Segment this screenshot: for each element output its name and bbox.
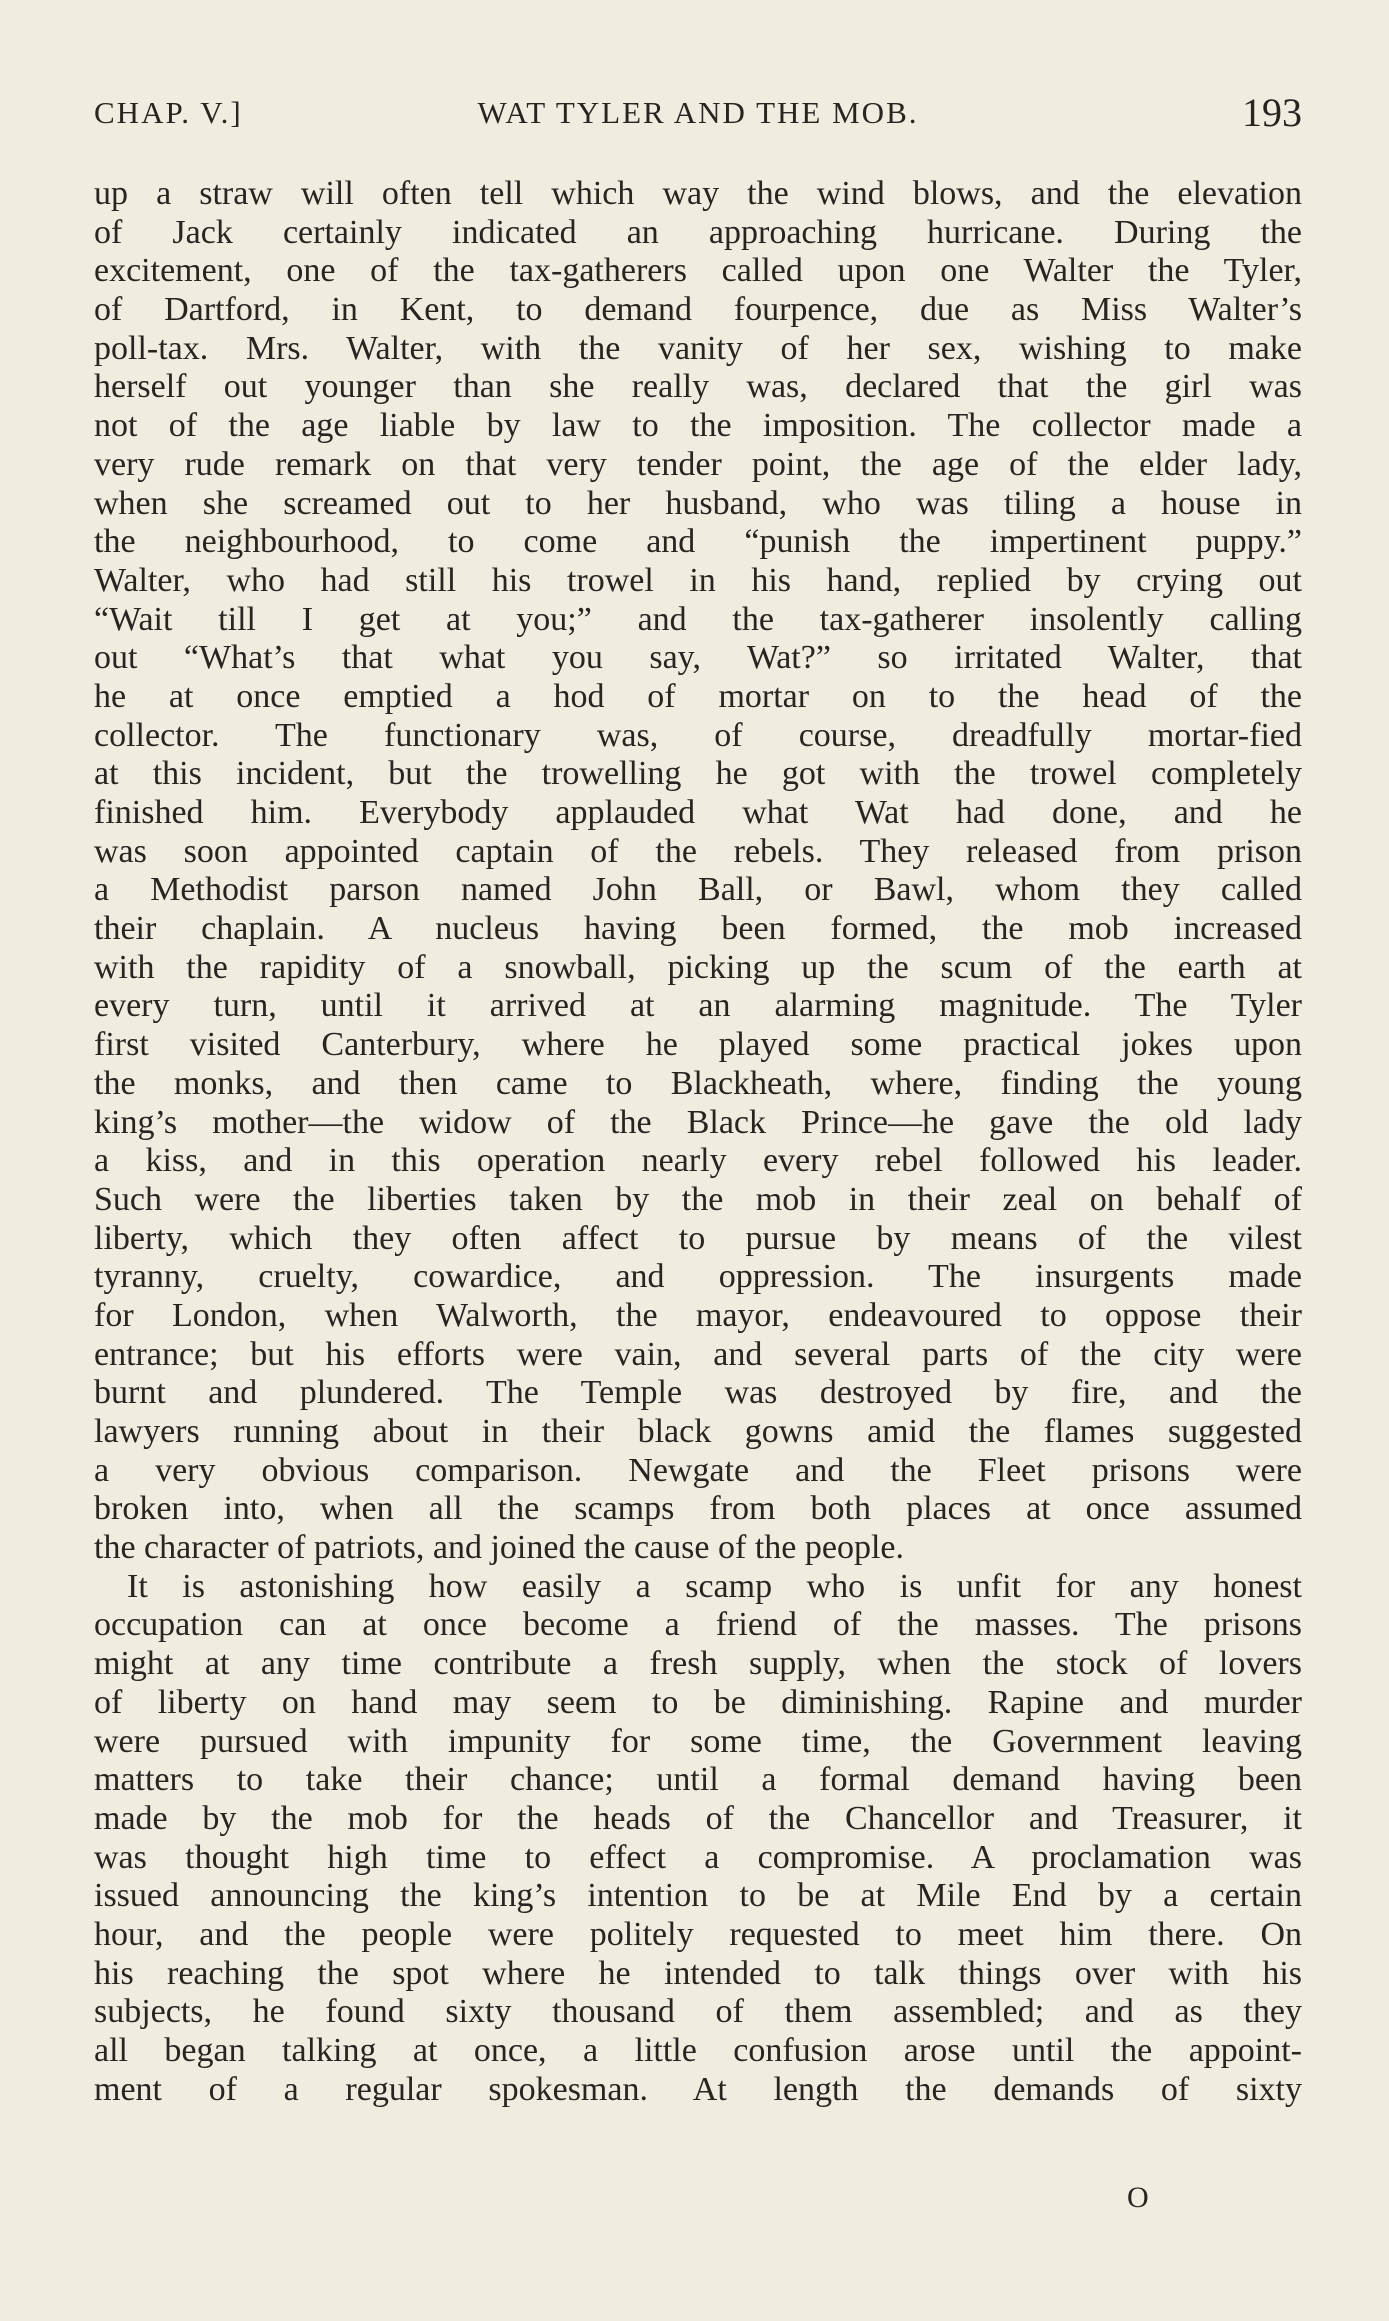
text-line: was soon appointed captain of the rebels. They released from prison: [94, 832, 1302, 870]
text-line: up a straw will often tell which way the wind blows, and the elevation: [94, 175, 1302, 212]
text-line: the character of patriots, and joined the cause of the people.: [94, 1529, 904, 1567]
text-line: first visited Canterbury, where he played some practical jokes upon: [94, 1026, 1302, 1064]
body-text: [94, 175, 1302, 2109]
text-line: collector. The functionary was, of course, dreadfully mortar-fied: [94, 716, 1302, 754]
text-line: his reaching the spot where he intended to talk things over with his: [94, 1954, 1302, 1992]
text-line: Walter, who had still his trowel in his hand, replied by crying out: [94, 561, 1302, 599]
text-line: excitement, one of the tax-gatherers called upon one Walter the Tyler,: [94, 252, 1302, 290]
text-line: he at once emptied a hod of mortar on to the head of the: [94, 677, 1302, 715]
text-line: finished him. Everybody applauded what Wat had done, and he: [94, 794, 1302, 831]
text-line: not of the age liable by law to the imposition. The collector made a: [94, 407, 1302, 445]
text-line: hour, and the people were politely requested to meet him there. On: [94, 1915, 1302, 1953]
text-line: tyranny, cruelty, cowardice, and oppression. The insurgents made: [94, 1258, 1302, 1296]
text-line: subjects, he found sixty thousand of them assembled; and as they: [94, 1993, 1302, 2031]
text-line: a kiss, and in this operation nearly every rebel followed his leader.: [94, 1142, 1302, 1180]
page-number: 193: [1242, 90, 1302, 135]
text-line: might at any time contribute a fresh supply, when the stock of lovers: [94, 1645, 1302, 1683]
text-line: matters to take their chance; until a formal demand having been: [94, 1761, 1302, 1799]
text-line: the neighbourhood, to come and “punish the impertinent puppy.”: [94, 523, 1302, 561]
text-line: all began talking at once, a little confusion arose until the appoint-: [94, 2032, 1302, 2069]
text-line: burnt and plundered. The Temple was destroyed by fire, and the: [94, 1374, 1302, 1412]
text-line: were pursued with impunity for some time, the Government leaving: [94, 1722, 1302, 1760]
text-line: made by the mob for the heads of the Chancellor and Treasurer, it: [94, 1799, 1302, 1837]
text-line: liberty, which they often affect to pursue by means of the vilest: [94, 1219, 1302, 1257]
text-line: of liberty on hand may seem to be diminishing. Rapine and murder: [94, 1683, 1302, 1721]
paragraph-2: [94, 1568, 1302, 2110]
text-line: Such were the liberties taken by the mob in their zeal on behalf of: [94, 1180, 1302, 1218]
text-line: lawyers running about in their black gowns amid the flames suggested: [94, 1413, 1302, 1450]
paragraph-1: [94, 175, 1302, 1568]
text-line: when she screamed out to her husband, who was tiling a house in: [94, 484, 1302, 522]
text-line: of Dartford, in Kent, to demand fourpence, due as Miss Walter’s: [94, 291, 1302, 329]
signature-mark: O: [1127, 2181, 1149, 2214]
text-line: every turn, until it arrived at an alarming magnitude. The Tyler: [94, 987, 1302, 1025]
text-line: ment of a regular spokesman. At length the demands of sixty: [94, 2070, 1302, 2108]
text-line: king’s mother—the widow of the Black Prince—he gave the old lady: [94, 1103, 1302, 1141]
text-line: “Wait till I get at you;” and the tax-gatherer insolently calling: [94, 600, 1302, 638]
text-line: poll-tax. Mrs. Walter, with the vanity of her sex, wishing to make: [94, 329, 1302, 367]
text-line: very rude remark on that very tender point, the age of the elder lady,: [94, 445, 1302, 483]
chapter-label: CHAP. V.]: [94, 95, 243, 130]
text-line: was thought high time to effect a compromise. A proclamation was: [94, 1838, 1302, 1876]
text-line: a Methodist parson named John Ball, or Bawl, whom they called: [94, 871, 1302, 909]
text-line: of Jack certainly indicated an approaching hurricane. During the: [94, 213, 1302, 251]
text-line: at this incident, but the trowelling he got with the trowel completely: [94, 755, 1302, 793]
text-line: their chaplain. A nucleus having been formed, the mob increased: [94, 910, 1302, 948]
text-line: issued announcing the king’s intention to be at Mile End by a certain: [94, 1877, 1302, 1915]
text-line: entrance; but his efforts were vain, and several parts of the city were: [94, 1335, 1302, 1373]
text-line: for London, when Walworth, the mayor, endeavoured to oppose their: [94, 1296, 1302, 1334]
running-title: WAT TYLER AND THE MOB.: [477, 95, 919, 130]
text-line: broken into, when all the scamps from both places at once assumed: [94, 1490, 1302, 1528]
text-line: a very obvious comparison. Newgate and the Fleet prisons were: [94, 1451, 1302, 1489]
text-line: herself out younger than she really was, declared that the girl was: [94, 368, 1302, 406]
text-line: with the rapidity of a snowball, picking up the scum of the earth at: [94, 948, 1302, 986]
text-line: occupation can at once become a friend of the masses. The prisons: [94, 1606, 1302, 1644]
text-line: It is astonishing how easily a scamp who is unfit for any honest: [127, 1567, 1302, 1605]
text-line: the monks, and then came to Blackheath, where, finding the young: [94, 1064, 1302, 1102]
text-line: out “What’s that what you say, Wat?” so irritated Walter, that: [94, 639, 1302, 677]
running-head: [94, 88, 1302, 138]
